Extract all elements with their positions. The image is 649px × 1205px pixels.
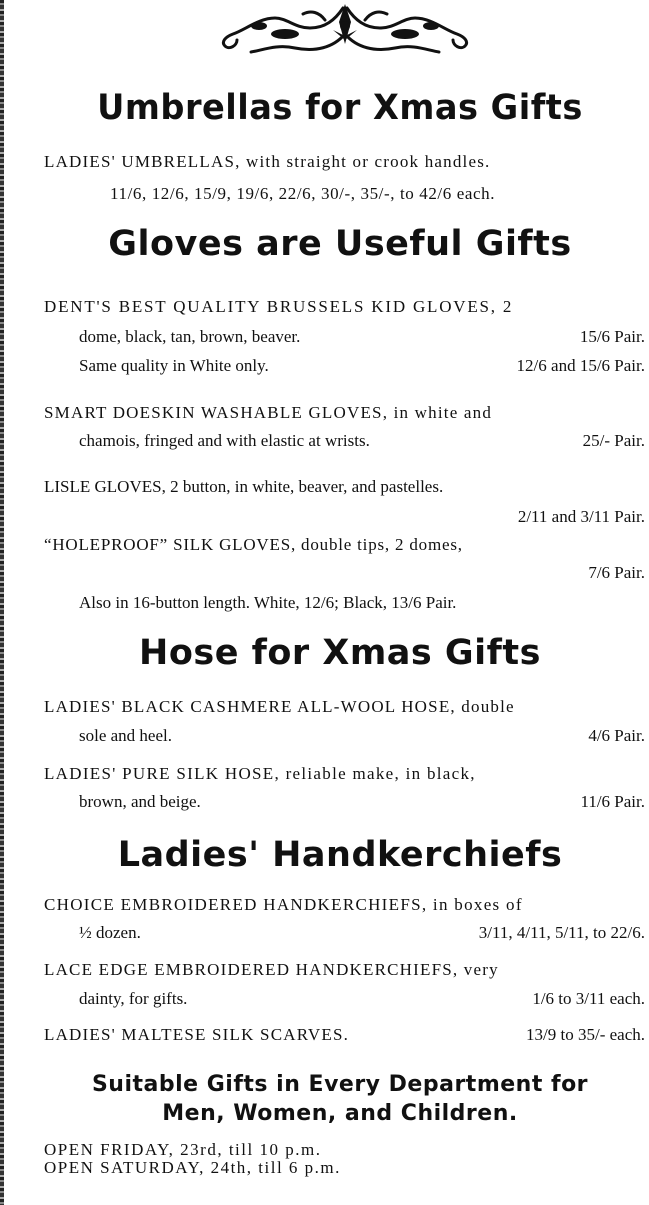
suitable-gifts-line1: Suitable Gifts in Every Department for (91, 1072, 589, 1097)
maltese-scarves-price: 13/9 to 35/- each. (526, 1025, 645, 1044)
choice-handkerchiefs-prices: 3/11, 4/11, 5/11, to 22/6. (478, 923, 645, 942)
maltese-scarves-title: LADIES' MALTESE SILK SCARVES. (44, 1025, 350, 1044)
silk-hose-price: 11/6 Pair. (580, 792, 645, 811)
cashmere-hose-description: sole and heel. (79, 726, 172, 745)
umbrellas-description: LADIES' UMBRELLAS, with straight or crook handles. (44, 152, 491, 171)
holeproof-16-button: Also in 16-button length. White, 12/6; Black, 13/6 Pair. (79, 593, 457, 612)
dents-gloves-title: DENT'S BEST QUALITY BRUSSELS KID GLOVES, 2 (44, 297, 514, 316)
handkerchiefs-heading: Ladies' Handkerchiefs (117, 835, 563, 875)
cashmere-hose-title: LADIES' BLACK CASHMERE ALL-WOOL HOSE, double (44, 697, 515, 716)
dents-white-description: Same quality in White only. (79, 356, 269, 375)
cashmere-hose-price: 4/6 Pair. (588, 726, 645, 745)
lace-handkerchiefs-price: 1/6 to 3/11 each. (532, 989, 645, 1008)
lace-handkerchiefs-title: LACE EDGE EMBROIDERED HANDKERCHIEFS, very (44, 960, 499, 979)
lace-handkerchiefs-description: dainty, for gifts. (79, 989, 188, 1008)
choice-handkerchiefs-quantity: ½ dozen. (79, 923, 141, 942)
umbrellas-heading: Umbrellas for Xmas Gifts (97, 88, 583, 128)
suitable-gifts-banner (40, 1070, 640, 1128)
umbrellas-prices: 11/6, 12/6, 15/9, 19/6, 22/6, 30/-, 35/-, to 42/6 each. (110, 184, 496, 203)
doeskin-gloves-description: chamois, fringed and with elastic at wrists. (79, 431, 370, 450)
open-friday-notice: OPEN FRIDAY, 23rd, till 10 p.m. (44, 1140, 322, 1159)
holeproof-gloves-title: “HOLEPROOF” SILK GLOVES, double tips, 2 domes, (44, 535, 463, 554)
open-saturday-notice: OPEN SATURDAY, 24th, till 6 p.m. (44, 1158, 341, 1177)
lisle-gloves-price: 2/11 and 3/11 Pair. (517, 507, 645, 526)
dents-gloves-price: 15/6 Pair. (579, 327, 645, 346)
dents-white-price: 12/6 and 15/6 Pair. (516, 356, 645, 375)
doeskin-gloves-price: 25/- Pair. (582, 431, 645, 450)
page-edge-rule (0, 0, 4, 1205)
hose-heading: Hose for Xmas Gifts (139, 633, 541, 673)
gloves-heading: Gloves are Useful Gifts (108, 224, 572, 264)
holeproof-gloves-price: 7/6 Pair. (588, 563, 645, 582)
silk-hose-colours: brown, and beige. (79, 792, 201, 811)
decorative-scroll-ornament (215, 0, 475, 62)
silk-hose-title: LADIES' PURE SILK HOSE, reliable make, in black, (44, 764, 476, 783)
lisle-gloves-title: LISLE GLOVES, 2 button, in white, beaver, and pastelles. (44, 477, 444, 496)
dents-gloves-colours: dome, black, tan, brown, beaver. (79, 327, 301, 346)
suitable-gifts-line2: Men, Women, and Children. (162, 1101, 518, 1126)
choice-handkerchiefs-title: CHOICE EMBROIDERED HANDKERCHIEFS, in boxes of (44, 895, 523, 914)
doeskin-gloves-title: SMART DOESKIN WASHABLE GLOVES, in white and (44, 403, 493, 422)
